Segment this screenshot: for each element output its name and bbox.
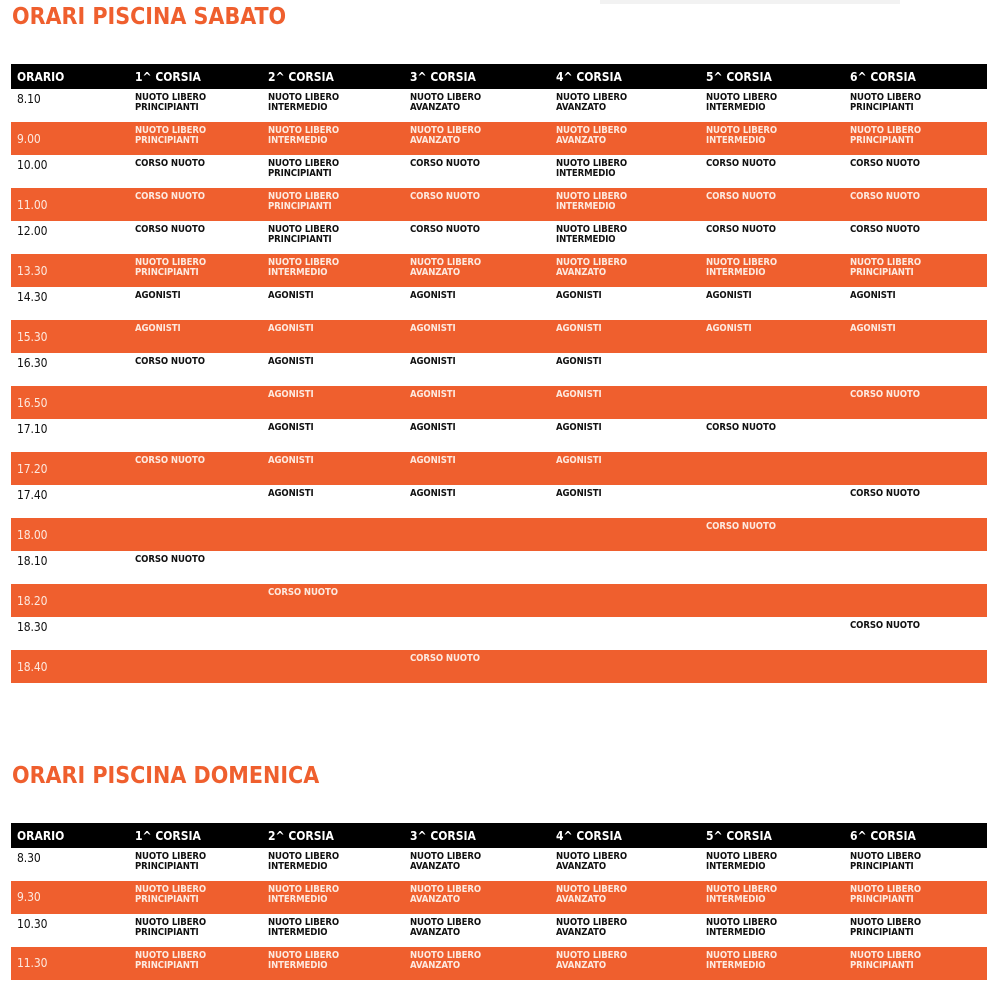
lane-cell [844, 584, 987, 617]
lane-cell: CORSO NUOTO [850, 158, 920, 169]
column-header-lane-5: 5^ CORSIA [700, 64, 844, 89]
lane-cell [129, 650, 262, 683]
lane-cell: NUOTO LIBERO INTERMEDIO [262, 122, 404, 155]
lane-cell: NUOTO LIBERO PRINCIPIANTI [268, 158, 340, 179]
table-row [11, 254, 987, 287]
lane-cell: CORSO NUOTO [844, 188, 987, 221]
lane-cell: AGONISTI [844, 320, 987, 353]
lane-cell [550, 518, 700, 551]
lane-cell: AGONISTI [404, 320, 550, 353]
time-cell: 11.00 [11, 188, 129, 221]
lane-cell: CORSO NUOTO [129, 188, 262, 221]
time-cell: 16.50 [11, 386, 129, 419]
lane-cell: NUOTO LIBERO INTERMEDIO [268, 917, 340, 938]
time-cell: 18.10 [17, 554, 48, 568]
time-cell: 12.00 [17, 224, 48, 238]
lane-cell [700, 452, 844, 485]
lane-cell: AGONISTI [850, 290, 896, 301]
lane-cell: NUOTO LIBERO INTERMEDIO [700, 254, 844, 287]
column-header-lane-2: 2^ CORSIA [262, 823, 404, 848]
column-header-lane-1: 1^ CORSIA [129, 64, 262, 89]
column-header-lane-6: 6^ CORSIA [844, 64, 987, 89]
lane-cell: AGONISTI [268, 422, 314, 433]
lane-cell [700, 617, 844, 650]
lane-cell [700, 584, 844, 617]
lane-cell: NUOTO LIBERO AVANZATO [556, 851, 628, 872]
lane-cell: NUOTO LIBERO INTERMEDIO [706, 92, 778, 113]
saturday-header-row [11, 64, 987, 89]
lane-cell: AGONISTI [129, 320, 262, 353]
time-cell: 9.00 [11, 122, 129, 155]
lane-cell [262, 551, 404, 584]
lane-cell: CORSO NUOTO [262, 584, 404, 617]
lane-cell: NUOTO LIBERO PRINCIPIANTI [844, 947, 987, 980]
lane-cell: NUOTO LIBERO INTERMEDIO [268, 851, 340, 872]
lane-cell: CORSO NUOTO [410, 224, 480, 235]
column-header-lane-2: 2^ CORSIA [262, 64, 404, 89]
lane-cell: AGONISTI [262, 452, 404, 485]
lane-cell: NUOTO LIBERO PRINCIPIANTI [844, 881, 987, 914]
lane-cell: CORSO NUOTO [706, 158, 776, 169]
lane-cell [700, 386, 844, 419]
table-row [11, 320, 987, 353]
column-header-lane-1: 1^ CORSIA [129, 823, 262, 848]
lane-cell [844, 650, 987, 683]
lane-cell: AGONISTI [550, 320, 700, 353]
lane-cell: AGONISTI [410, 356, 456, 367]
lane-cell [844, 452, 987, 485]
lane-cell: NUOTO LIBERO AVANZATO [404, 881, 550, 914]
lane-cell: CORSO NUOTO [135, 158, 205, 169]
lane-cell: AGONISTI [404, 386, 550, 419]
column-header-lane-4: 4^ CORSIA [550, 64, 700, 89]
lane-cell: NUOTO LIBERO AVANZATO [404, 947, 550, 980]
lane-cell: NUOTO LIBERO PRINCIPIANTI [135, 917, 207, 938]
lane-cell: NUOTO LIBERO INTERMEDIO [550, 188, 700, 221]
lane-cell: AGONISTI [410, 290, 456, 301]
lane-cell: CORSO NUOTO [844, 386, 987, 419]
table-row [11, 89, 987, 122]
sunday-body [11, 848, 987, 980]
lane-cell [129, 419, 262, 452]
lane-cell: AGONISTI [262, 386, 404, 419]
lane-cell: CORSO NUOTO [404, 650, 550, 683]
time-cell: 15.30 [11, 320, 129, 353]
lane-cell: AGONISTI [410, 422, 456, 433]
lane-cell: AGONISTI [700, 320, 844, 353]
lane-cell: CORSO NUOTO [850, 488, 920, 499]
lane-cell [129, 617, 262, 650]
lane-cell: NUOTO LIBERO PRINCIPIANTI [850, 92, 922, 113]
lane-cell [550, 650, 700, 683]
lane-cell: NUOTO LIBERO AVANZATO [550, 122, 700, 155]
lane-cell: NUOTO LIBERO PRINCIPIANTI [844, 254, 987, 287]
lane-cell: NUOTO LIBERO INTERMEDIO [268, 92, 340, 113]
lane-cell: NUOTO LIBERO AVANZATO [550, 254, 700, 287]
column-header-time: ORARIO [11, 64, 129, 89]
time-cell: 8.30 [17, 851, 41, 865]
lane-cell: AGONISTI [268, 356, 314, 367]
column-header-lane-3: 3^ CORSIA [404, 64, 550, 89]
lane-cell: CORSO NUOTO [850, 620, 920, 631]
lane-cell: AGONISTI [556, 290, 602, 301]
table-row [11, 551, 987, 584]
time-cell: 18.00 [11, 518, 129, 551]
lane-cell: NUOTO LIBERO INTERMEDIO [262, 947, 404, 980]
lane-cell: AGONISTI [262, 320, 404, 353]
lane-cell: AGONISTI [556, 422, 602, 433]
lane-cell: NUOTO LIBERO AVANZATO [550, 881, 700, 914]
table-row [11, 452, 987, 485]
lane-cell: CORSO NUOTO [135, 224, 205, 235]
lane-cell [700, 551, 844, 584]
saturday-schedule-table [11, 64, 987, 683]
lane-cell: NUOTO LIBERO AVANZATO [556, 92, 628, 113]
lane-cell: AGONISTI [268, 290, 314, 301]
lane-cell: NUOTO LIBERO AVANZATO [410, 92, 482, 113]
lane-cell [129, 386, 262, 419]
lane-cell [404, 584, 550, 617]
table-row [11, 617, 987, 650]
lane-cell [550, 617, 700, 650]
saturday-title: ORARI PISCINA SABATO [12, 4, 287, 30]
lane-cell: AGONISTI [268, 488, 314, 499]
lane-cell: CORSO NUOTO [135, 554, 205, 565]
lane-cell: NUOTO LIBERO AVANZATO [410, 917, 482, 938]
lane-cell [700, 353, 844, 386]
table-row [11, 518, 987, 551]
table-row [11, 386, 987, 419]
time-cell: 17.10 [17, 422, 48, 436]
lane-cell [404, 518, 550, 551]
lane-cell: NUOTO LIBERO INTERMEDIO [262, 254, 404, 287]
lane-cell [550, 584, 700, 617]
time-cell: 14.30 [17, 290, 48, 304]
lane-cell: NUOTO LIBERO AVANZATO [404, 122, 550, 155]
lane-cell: NUOTO LIBERO PRINCIPIANTI [135, 92, 207, 113]
lane-cell [262, 617, 404, 650]
table-row [11, 584, 987, 617]
sunday-schedule-table [11, 823, 987, 980]
lane-cell: CORSO NUOTO [706, 224, 776, 235]
table-row [11, 287, 987, 320]
column-header-lane-4: 4^ CORSIA [550, 823, 700, 848]
lane-cell: CORSO NUOTO [706, 422, 776, 433]
lane-cell: CORSO NUOTO [700, 188, 844, 221]
lane-cell: AGONISTI [550, 452, 700, 485]
lane-cell [404, 551, 550, 584]
lane-cell: CORSO NUOTO [410, 158, 480, 169]
lane-cell: NUOTO LIBERO INTERMEDIO [556, 158, 628, 179]
lane-cell: AGONISTI [404, 452, 550, 485]
lane-cell [844, 353, 987, 386]
lane-cell: NUOTO LIBERO PRINCIPIANTI [844, 122, 987, 155]
time-cell: 9.30 [11, 881, 129, 914]
time-cell: 13.30 [11, 254, 129, 287]
lane-cell: NUOTO LIBERO INTERMEDIO [556, 224, 628, 245]
lane-cell: AGONISTI [135, 290, 181, 301]
lane-cell [844, 518, 987, 551]
time-cell: 17.20 [11, 452, 129, 485]
lane-cell: NUOTO LIBERO AVANZATO [550, 947, 700, 980]
lane-cell: NUOTO LIBERO PRINCIPIANTI [129, 122, 262, 155]
lane-cell: NUOTO LIBERO INTERMEDIO [700, 122, 844, 155]
lane-cell: NUOTO LIBERO INTERMEDIO [700, 947, 844, 980]
lane-cell: AGONISTI [410, 488, 456, 499]
table-row [11, 485, 987, 518]
lane-cell: NUOTO LIBERO AVANZATO [556, 917, 628, 938]
lane-cell [844, 419, 987, 452]
lane-cell: CORSO NUOTO [850, 224, 920, 235]
lane-cell [700, 650, 844, 683]
lane-cell [129, 518, 262, 551]
lane-cell: NUOTO LIBERO PRINCIPIANTI [268, 224, 340, 245]
lane-cell: NUOTO LIBERO PRINCIPIANTI [262, 188, 404, 221]
lane-cell: CORSO NUOTO [135, 356, 205, 367]
lane-cell [129, 485, 262, 518]
lane-cell [550, 551, 700, 584]
time-cell: 16.30 [17, 356, 48, 370]
table-row [11, 881, 987, 914]
saturday-body [11, 89, 987, 683]
time-cell: 10.30 [17, 917, 48, 931]
lane-cell: NUOTO LIBERO PRINCIPIANTI [850, 917, 922, 938]
lane-cell: NUOTO LIBERO AVANZATO [404, 254, 550, 287]
lane-cell: CORSO NUOTO [129, 452, 262, 485]
table-row [11, 419, 987, 452]
column-header-lane-5: 5^ CORSIA [700, 823, 844, 848]
table-row [11, 221, 987, 254]
lane-cell [844, 551, 987, 584]
sunday-title: ORARI PISCINA DOMENICA [12, 763, 320, 789]
lane-cell: NUOTO LIBERO INTERMEDIO [700, 881, 844, 914]
lane-cell [262, 650, 404, 683]
top-decor-bar [600, 0, 900, 4]
lane-cell: NUOTO LIBERO INTERMEDIO [706, 917, 778, 938]
time-cell: 11.30 [11, 947, 129, 980]
lane-cell: AGONISTI [556, 488, 602, 499]
table-row [11, 848, 987, 881]
table-row [11, 650, 987, 683]
lane-cell: AGONISTI [550, 386, 700, 419]
time-cell: 18.30 [17, 620, 48, 634]
time-cell: 17.40 [17, 488, 48, 502]
time-cell: 18.40 [11, 650, 129, 683]
time-cell: 18.20 [11, 584, 129, 617]
table-row [11, 947, 987, 980]
lane-cell: NUOTO LIBERO INTERMEDIO [262, 881, 404, 914]
column-header-lane-6: 6^ CORSIA [844, 823, 987, 848]
lane-cell: NUOTO LIBERO PRINCIPIANTI [135, 851, 207, 872]
column-header-time: ORARIO [11, 823, 129, 848]
table-row [11, 914, 987, 947]
lane-cell [700, 485, 844, 518]
lane-cell [404, 617, 550, 650]
sunday-header-row [11, 823, 987, 848]
table-row [11, 122, 987, 155]
column-header-lane-3: 3^ CORSIA [404, 823, 550, 848]
lane-cell: NUOTO LIBERO PRINCIPIANTI [129, 254, 262, 287]
table-row [11, 188, 987, 221]
lane-cell [129, 584, 262, 617]
time-cell: 10.00 [17, 158, 48, 172]
time-cell: 8.10 [17, 92, 41, 106]
lane-cell: NUOTO LIBERO INTERMEDIO [706, 851, 778, 872]
lane-cell: NUOTO LIBERO AVANZATO [410, 851, 482, 872]
table-row [11, 353, 987, 386]
lane-cell: CORSO NUOTO [404, 188, 550, 221]
lane-cell: NUOTO LIBERO PRINCIPIANTI [129, 947, 262, 980]
lane-cell: NUOTO LIBERO PRINCIPIANTI [129, 881, 262, 914]
lane-cell: CORSO NUOTO [700, 518, 844, 551]
table-row [11, 155, 987, 188]
lane-cell: NUOTO LIBERO PRINCIPIANTI [850, 851, 922, 872]
lane-cell: AGONISTI [556, 356, 602, 367]
lane-cell [262, 518, 404, 551]
lane-cell: AGONISTI [706, 290, 752, 301]
